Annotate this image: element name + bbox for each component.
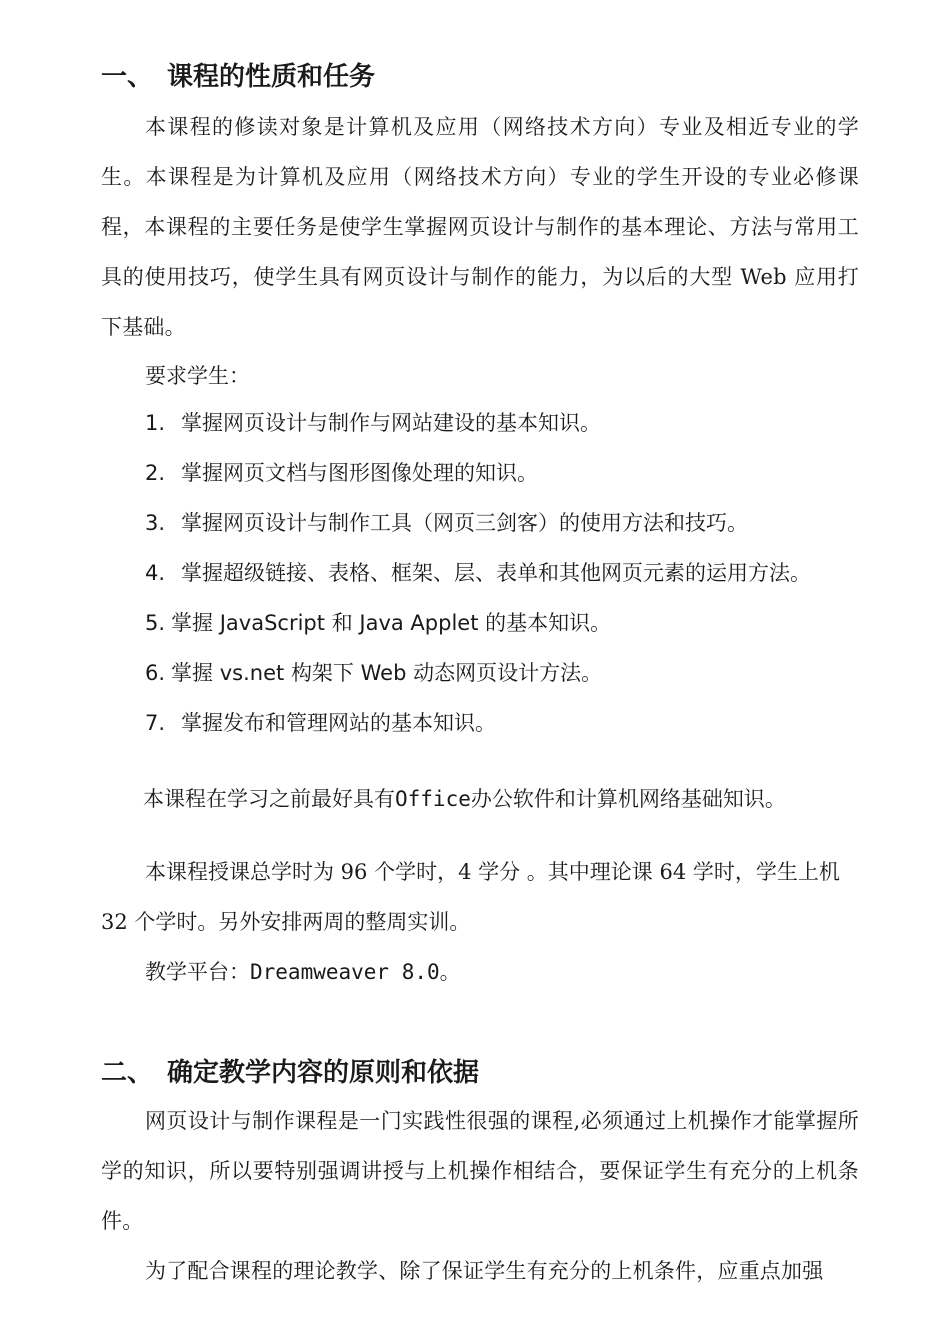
platform-value: Dreamweaver 8.0。 xyxy=(250,960,461,984)
item-text-pre: 掌握 xyxy=(171,661,214,685)
item-text-post: 动态网页设计方法。 xyxy=(413,661,603,685)
item-text: 掌握网页文档与图形图像处理的知识。 xyxy=(181,461,538,485)
section-title: 确定教学内容的原则和依据 xyxy=(167,1058,480,1088)
platform-label: 教学平台： xyxy=(145,960,250,984)
paragraph-course-nature: 本课程的修读对象是计算机及应用（网络技术方向）专业及相近专业的学生。本课程是为计算机及应用（网络技术方向）专业的学生开设的专业必修课程，本课程的主要任务是使学生掌握网页设计与制作的基本理论、方法与常用工具的使用技巧，使学生具有网页设计与制作的能力，为以后的大型 Web 应用打下基础。 xyxy=(101,115,859,339)
paragraph-teaching-support: 为了配合课程的理论教学、除了保证学生有充分的上机条件，应重点加强 xyxy=(145,1259,824,1283)
prereq-text-post: 办公软件和计算机网络基础知识。 xyxy=(470,787,786,811)
item-text: 掌握发布和管理网站的基本知识。 xyxy=(181,711,496,735)
item-text: 掌握网页设计与制作与网站建设的基本知识。 xyxy=(181,411,601,435)
item-number: 2. xyxy=(145,461,166,485)
item-text-post: 的基本知识。 xyxy=(485,611,612,635)
item-tech-term: vs.net xyxy=(219,661,285,685)
requirement-item xyxy=(145,458,538,488)
teaching-platform-line xyxy=(145,957,461,987)
hours-line-2: 32 个学时。另外安排两周的整周实训。 xyxy=(101,910,471,934)
requirement-item xyxy=(145,408,601,438)
requirement-item xyxy=(145,558,811,588)
section-heading-1 xyxy=(101,60,375,94)
item-number: 1. xyxy=(145,411,166,435)
item-text: 掌握网页设计与制作工具（网页三剑客）的使用方法和技巧。 xyxy=(181,511,748,535)
item-text-mid: 和 xyxy=(331,611,353,635)
item-number: 6. xyxy=(145,661,166,685)
requirement-item xyxy=(145,658,602,688)
requirement-item xyxy=(145,608,611,638)
section-title: 课程的性质和任务 xyxy=(167,62,376,92)
item-text: 掌握超级链接、表格、框架、层、表单和其他网页元素的运用方法。 xyxy=(181,561,811,585)
prereq-text-pre: 本课程在学习之前最好具有 xyxy=(143,787,395,811)
item-text-mid: 构架下 xyxy=(290,661,354,685)
section-number: 二、 xyxy=(101,1058,154,1088)
hours-line-1: 本课程授课总学时为 96 个学时，4 学分 。其中理论课 64 学时，学生上机 xyxy=(145,860,840,884)
item-number: 3. xyxy=(145,511,166,535)
section-heading-2 xyxy=(101,1056,479,1090)
item-text-pre: 掌握 xyxy=(171,611,214,635)
prereq-tech-term: Office xyxy=(395,787,471,811)
prerequisite-line xyxy=(143,784,786,814)
requirement-item xyxy=(145,508,748,538)
item-tech-term: JavaScript xyxy=(219,611,326,635)
requirement-item xyxy=(145,708,496,738)
item-number: 5. xyxy=(145,611,166,635)
item-tech-term: Java Applet xyxy=(359,611,479,635)
section-number: 一、 xyxy=(101,62,154,92)
item-number: 7. xyxy=(145,711,166,735)
requirements-intro: 要求学生： xyxy=(145,364,250,388)
paragraph-content-principles: 网页设计与制作课程是一门实践性很强的课程,必须通过上机操作才能掌握所学的知识，所以要特别强调讲授与上机操作相结合，要保证学生有充分的上机条件。 xyxy=(101,1109,859,1233)
item-tech-term: Web xyxy=(360,661,407,685)
item-number: 4. xyxy=(145,561,166,585)
